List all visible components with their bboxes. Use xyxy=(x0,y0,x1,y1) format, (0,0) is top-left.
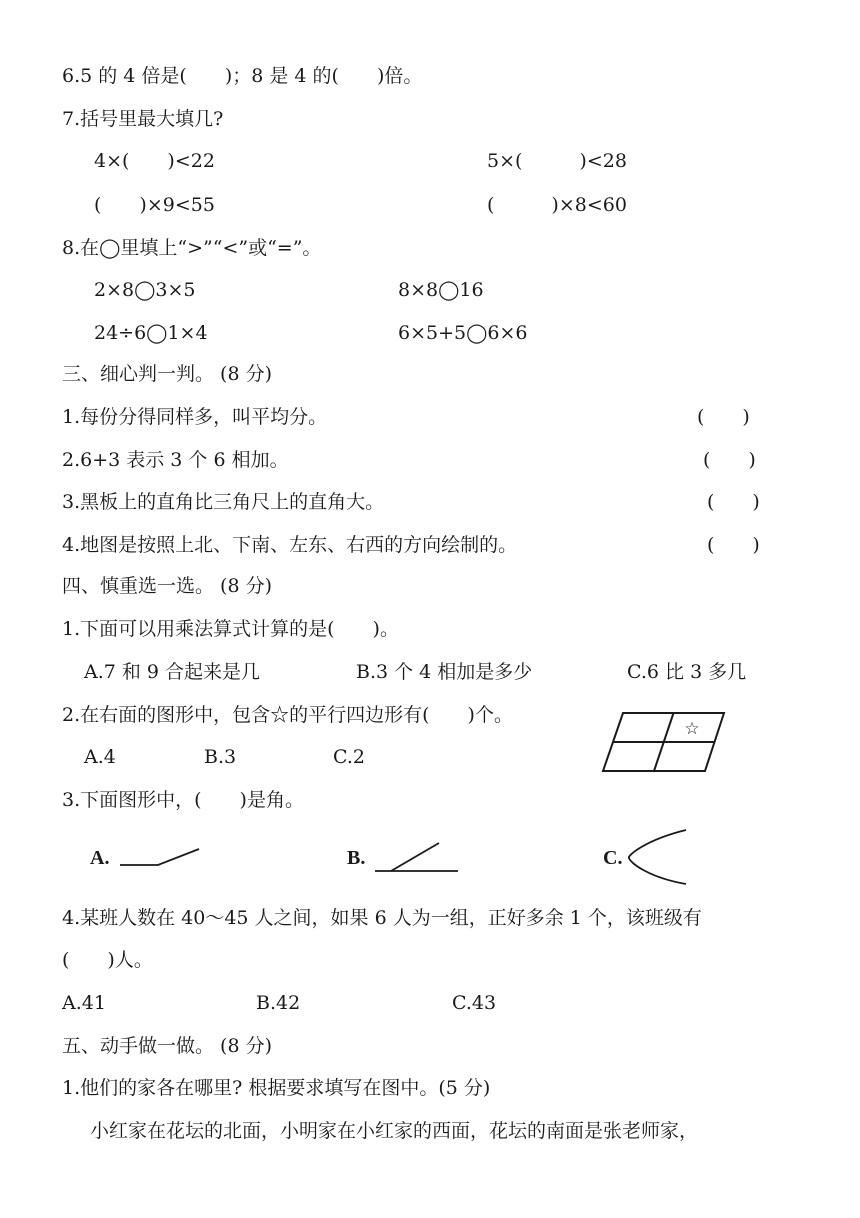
parallelogram-figure xyxy=(598,708,730,776)
question-8-item-a: 2×8◯3×5 xyxy=(94,279,196,301)
choice-q1-option-a: A.7 和 9 合起来是几 xyxy=(84,661,261,683)
section-3-heading: 三、细心判一判。 (8 分) xyxy=(62,363,272,385)
question-7-item-b: 5×( )<28 xyxy=(487,150,627,172)
question-8-item-d: 6×5+5◯6×6 xyxy=(398,322,528,344)
choice-q4-option-a: A.41 xyxy=(62,992,106,1014)
section-4-heading: 四、慎重选一选。 (8 分) xyxy=(62,575,272,597)
judge-blank-2: ( ) xyxy=(703,449,756,471)
choice-q2-option-c: C.2 xyxy=(333,746,365,768)
choice-q4-stem-line2: ( )人。 xyxy=(62,949,153,971)
star-icon: ☆ xyxy=(684,719,700,739)
choice-q1-option-c: C.6 比 3 多几 xyxy=(627,661,747,683)
judge-item-1: 1.每份分得同样多，叫平均分。 xyxy=(62,406,328,428)
choice-q1-option-b: B.3 个 4 相加是多少 xyxy=(356,661,533,683)
question-7-item-a: 4×( )<22 xyxy=(94,150,215,172)
question-8-title: 8.在◯里填上“>”“<”或“=”。 xyxy=(62,237,322,259)
judge-blank-3: ( ) xyxy=(707,491,760,513)
hands-on-paragraph: 小红家在花坛的北面，小明家在小红家的西面，花坛的南面是张老师家， xyxy=(90,1120,699,1142)
judge-item-4: 4.地图是按照上北、下南、左东、右西的方向绘制的。 xyxy=(62,534,518,556)
question-8-item-b: 8×8◯16 xyxy=(398,279,484,301)
judge-blank-4: ( ) xyxy=(707,534,760,556)
figure-c-curve xyxy=(623,826,691,888)
choice-q4-option-c: C.43 xyxy=(452,992,497,1014)
question-6: 6.5 的 4 倍是( )；8 是 4 的( )倍。 xyxy=(62,65,423,87)
figure-label-b: B. xyxy=(347,847,366,869)
section-5-heading: 五、动手做一做。 (8 分) xyxy=(62,1035,272,1057)
choice-q4-option-b: B.42 xyxy=(256,992,301,1014)
figure-a-shape xyxy=(118,846,202,868)
choice-q2-option-a: A.4 xyxy=(84,746,116,768)
judge-blank-1: ( ) xyxy=(697,406,750,428)
figure-label-a: A. xyxy=(90,847,110,869)
choice-q1-stem: 1.下面可以用乘法算式计算的是( )。 xyxy=(62,618,399,640)
choice-q2-stem: 2.在右面的图形中，包含☆的平行四边形有( )个。 xyxy=(62,704,513,726)
choice-q4-stem-line1: 4.某班人数在 40～45 人之间，如果 6 人为一组，正好多余 1 个，该班级有 xyxy=(62,907,702,929)
choice-q2-option-b: B.3 xyxy=(204,746,237,768)
figure-b-angle xyxy=(373,840,461,874)
judge-item-3: 3.黑板上的直角比三角尺上的直角大。 xyxy=(62,491,385,513)
hands-on-q1: 1.他们的家各在哪里? 根据要求填写在图中。(5 分) xyxy=(62,1077,491,1099)
judge-item-2: 2.6+3 表示 3 个 6 相加。 xyxy=(62,449,289,471)
question-7-item-d: ( )×8<60 xyxy=(487,194,627,216)
figure-label-c: C. xyxy=(603,847,623,869)
question-8-item-c: 24÷6◯1×4 xyxy=(94,322,208,344)
question-7-title: 7.括号里最大填几? xyxy=(62,108,224,130)
question-7-item-c: ( )×9<55 xyxy=(94,194,215,216)
choice-q3-stem: 3.下面图形中，( )是角。 xyxy=(62,789,304,811)
